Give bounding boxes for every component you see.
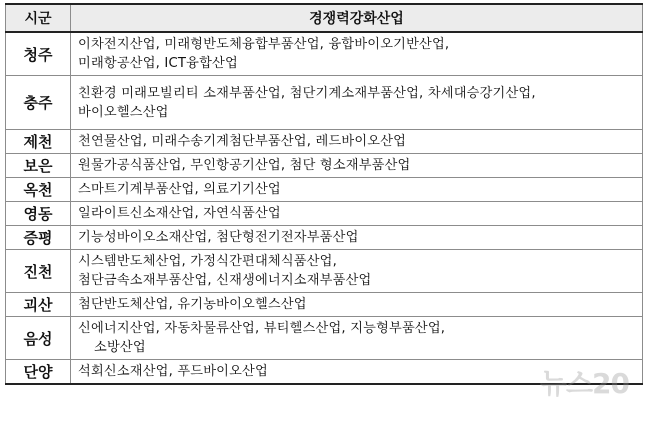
table-row [6, 293, 643, 317]
table-row [6, 250, 643, 293]
region-cell: 영동 [6, 202, 71, 226]
industries-line: 신에너지산업, 자동차물류산업, 뷰티헬스산업, 지능형부품산업, [78, 321, 446, 336]
industries-line: 천연물산업, 미래수송기계첨단부품산업, 레드바이오산업 [78, 134, 407, 149]
region-cell: 괴산 [6, 293, 71, 317]
table-row [6, 202, 643, 226]
industries-line: 이차전지산업, 미래형반도체융합부품산업, 융합바이오기반산업, [78, 37, 450, 52]
industries-cell [71, 317, 643, 360]
region-cell: 증평 [6, 226, 71, 250]
table-row [6, 154, 643, 178]
table-row [6, 76, 643, 130]
region-cell: 제천 [6, 130, 71, 154]
industries-line: 첨단반도체산업, 유기농바이오헬스산업 [78, 297, 307, 312]
table-row [6, 130, 643, 154]
industries-line: 첨단금속소재부품산업, 신재생에너지소재부품산업 [78, 273, 372, 288]
region-cell: 충주 [6, 76, 71, 130]
table-row [6, 226, 643, 250]
region-cell: 단양 [6, 360, 71, 385]
industries-cell [71, 178, 643, 202]
watermark: 뉴스20 [539, 367, 629, 400]
table-row [6, 178, 643, 202]
industries-cell [71, 32, 643, 76]
industries-line: 스마트기계부품산업, 의료기기산업 [78, 182, 281, 197]
industries-cell [71, 293, 643, 317]
industries-cell [71, 226, 643, 250]
region-cell: 음성 [6, 317, 71, 360]
industries-line: 원물가공식품산업, 무인항공기산업, 첨단 형소재부품산업 [78, 158, 411, 173]
header-industries: 경쟁력강화산업 [71, 4, 643, 32]
header-region: 시군 [6, 4, 71, 32]
industries-line: 바이오헬스산업 [78, 104, 169, 120]
industries-line: 기능성바이오소재산업, 첨단형전기전자부품산업 [78, 230, 359, 245]
table-body [6, 32, 643, 384]
table-row [6, 32, 643, 76]
table-row [6, 317, 643, 360]
industries-line: 시스템반도체산업, 가정식간편대체식품산업, [78, 254, 338, 269]
industries-cell [71, 250, 643, 293]
industries-line: 일라이트신소재산업, 자연식품산업 [78, 206, 281, 221]
industries-line: 친환경 미래모빌리티 소재부품산업, 첨단기계소재부품산업, 차세대승강기산업, [78, 85, 536, 101]
industries-cell [71, 154, 643, 178]
industries-line: 소방산업 [94, 340, 146, 355]
industries-line: 미래항공산업, ICT융합산업 [78, 56, 238, 71]
region-cell: 청주 [6, 32, 71, 76]
industries-line: 석회신소재산업, 푸드바이오산업 [78, 364, 268, 379]
industries-cell [71, 130, 643, 154]
region-cell: 옥천 [6, 178, 71, 202]
header-row [6, 4, 643, 32]
industries-cell [71, 76, 643, 130]
industries-cell [71, 202, 643, 226]
region-cell: 보은 [6, 154, 71, 178]
industry-table [5, 3, 643, 385]
region-cell: 진천 [6, 250, 71, 293]
